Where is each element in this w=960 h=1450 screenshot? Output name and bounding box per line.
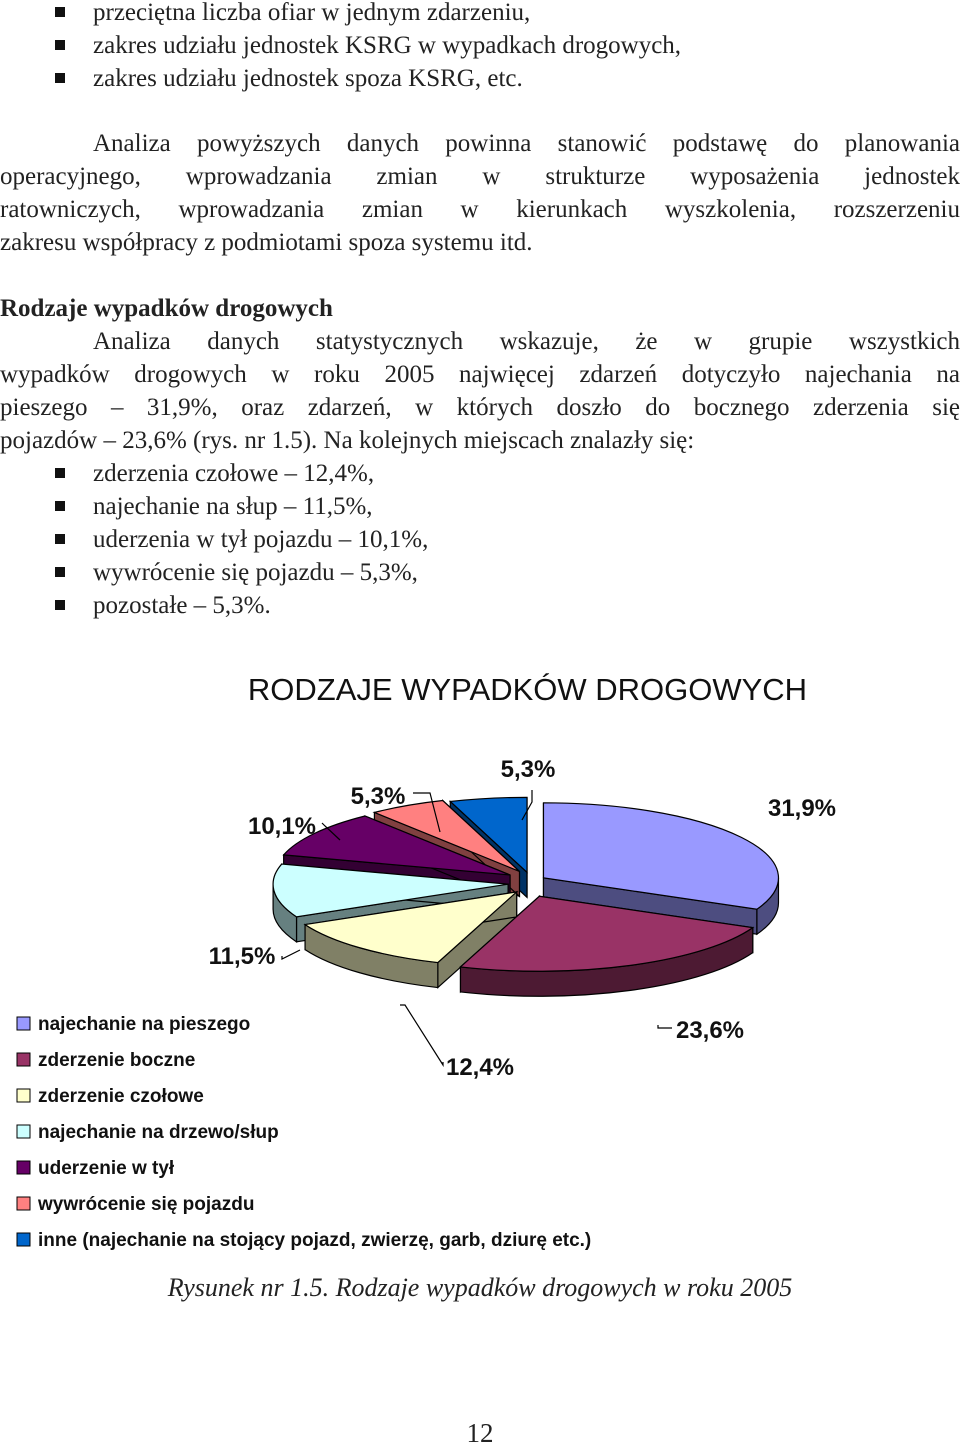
bullet-icon	[55, 534, 65, 544]
legend-label: inne (najechanie na stojący pojazd, zwierzę, garb, dziurę etc.)	[38, 1230, 592, 1251]
legend-label: wywrócenie się pojazdu	[38, 1194, 255, 1215]
legend-label: najechanie na pieszego	[38, 1014, 251, 1035]
paragraph-line: Analiza danych statystycznych wskazuje, że w grupie wszystkich	[93, 328, 960, 355]
bullet-icon	[55, 468, 65, 478]
bullet-icon	[55, 600, 65, 610]
slice-label: 23,6%	[675, 1017, 745, 1044]
paragraph-line: pojazdów – 23,6% (rys. nr 1.5). Na kolejnych miejscach znalazły się:	[0, 427, 695, 454]
slice-label: 31,9%	[767, 795, 837, 822]
page-number: 12	[466, 1418, 494, 1448]
legend-swatch	[17, 1053, 30, 1066]
chart-title: RODZAJE WYPADKÓW DROGOWYCH	[247, 672, 808, 707]
legend-item	[17, 1122, 279, 1143]
slice-label: 11,5%	[208, 943, 276, 970]
paragraph-line: wypadków drogowych w roku 2005 najwięcej zdarzeń dotyczyło najechania na	[0, 361, 960, 388]
paragraph-line: Analiza powyższych danych powinna stanowić podstawę do planowania	[93, 130, 960, 157]
legend-swatch	[17, 1017, 30, 1030]
paragraph-line: ratowniczych, wprowadzania zmian w kierunkach wyszkolenia, rozszerzeniu	[0, 196, 960, 223]
slice-label: 12,4%	[445, 1054, 515, 1081]
legend-swatch	[17, 1089, 30, 1102]
legend-label: najechanie na drzewo/słup	[38, 1122, 279, 1143]
legend-item	[17, 1194, 254, 1215]
slice-label: 5,3%	[500, 756, 556, 783]
legend-label: zderzenie boczne	[38, 1050, 196, 1071]
legend-swatch	[17, 1161, 30, 1174]
legend-item	[17, 1014, 250, 1035]
bullet-icon	[55, 40, 65, 50]
pie-chart	[0, 740, 960, 1260]
legend-swatch	[17, 1125, 30, 1138]
legend-item	[17, 1230, 591, 1251]
legend-item	[17, 1158, 175, 1179]
bullet-icon	[55, 501, 65, 511]
bullet-icon	[55, 7, 65, 17]
legend-item	[17, 1050, 195, 1071]
paragraph-line: zakresu współpracy z podmiotami spoza systemu itd.	[0, 229, 533, 256]
leader-line	[658, 1025, 672, 1028]
slice-label: 10,1%	[247, 813, 317, 840]
legend-label: uderzenie w tył	[38, 1158, 175, 1179]
figure-caption: Rysunek nr 1.5. Rodzaje wypadków drogowych w roku 2005	[167, 1273, 793, 1302]
bullet-icon	[55, 567, 65, 577]
section-heading: Rodzaje wypadków drogowych	[0, 295, 333, 322]
legend-item	[17, 1086, 204, 1107]
chart-legend	[17, 1014, 591, 1251]
legend-label: zderzenie czołowe	[38, 1086, 204, 1107]
bullet-icon	[55, 73, 65, 83]
pie-slices	[273, 797, 778, 996]
paragraph-line: pieszego – 31,9%, oraz zdarzeń, w których doszło do bocznego zderzenia się	[0, 394, 960, 421]
legend-swatch	[17, 1233, 30, 1246]
slice-label: 5,3%	[350, 783, 406, 810]
paragraph-line: operacyjnego, wprowadzania zmian w strukturze wyposażenia jednostek	[0, 163, 960, 190]
leader-line	[282, 950, 300, 959]
leader-line	[400, 1005, 443, 1065]
legend-swatch	[17, 1197, 30, 1210]
